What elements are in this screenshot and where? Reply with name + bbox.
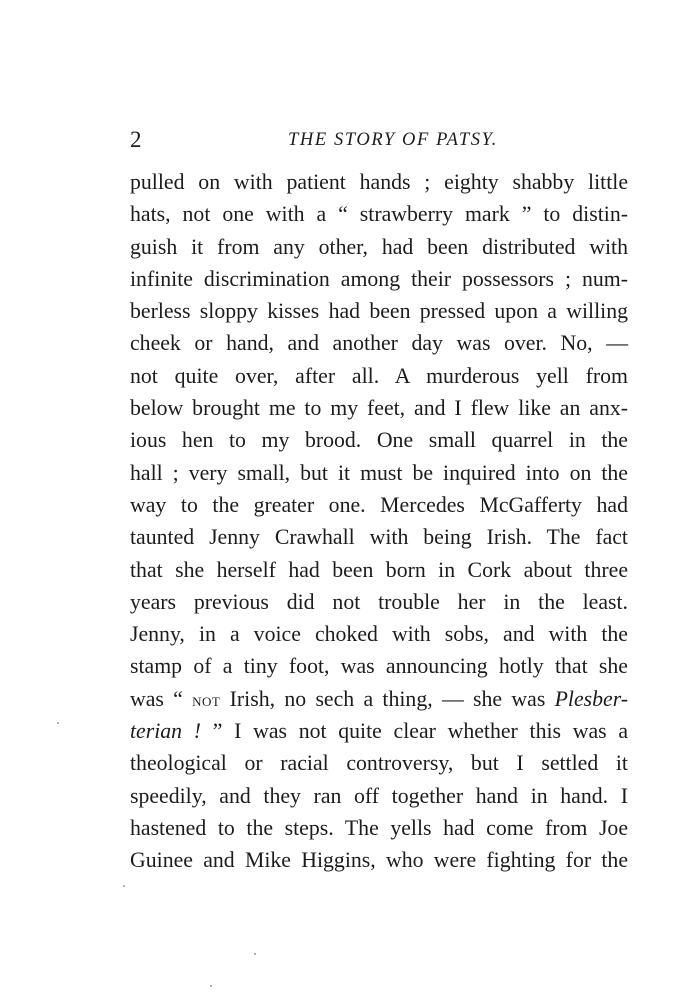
body-text xyxy=(130,166,628,877)
text-line xyxy=(130,295,628,327)
paper-speck xyxy=(123,885,125,887)
page-header xyxy=(130,124,628,156)
text-line xyxy=(130,263,628,295)
text-line xyxy=(130,231,628,263)
text-line xyxy=(130,360,628,392)
text-line xyxy=(130,618,628,650)
text-line xyxy=(130,457,628,489)
running-title: THE STORY OF PATSY. xyxy=(288,130,498,150)
text-run: ” I was not quite clear whether this was a xyxy=(212,719,628,744)
text-line xyxy=(130,489,628,521)
text-run: Jenny, in a voice choked with sobs, and with the xyxy=(130,622,628,647)
text-run: Guinee and Mike Higgins, who were fighting for the xyxy=(130,848,628,873)
text-line xyxy=(130,198,628,230)
text-run: theological or racial controversy, but I settled it xyxy=(130,751,628,776)
text-line xyxy=(130,586,628,618)
text-run: speedily, and they ran off together hand in hand. I xyxy=(130,783,628,808)
text-run: hats, not one with a “ strawberry mark ” to distin- xyxy=(130,202,628,227)
page-number: 2 xyxy=(130,127,142,152)
text-run: was “ xyxy=(130,686,193,711)
text-line xyxy=(130,327,628,359)
small-caps-text: not xyxy=(192,689,221,710)
text-line xyxy=(130,812,628,844)
text-line xyxy=(130,392,628,424)
text-line xyxy=(130,166,628,198)
paper-speck xyxy=(254,953,256,955)
text-run: way to the greater one. Mercedes McGafferty had xyxy=(130,492,628,517)
text-run: taunted Jenny Crawhall with being Irish. The fact xyxy=(130,525,628,550)
text-line xyxy=(130,650,628,682)
text-run: ious hen to my brood. One small quarrel in the xyxy=(130,428,628,453)
text-run: below brought me to my feet, and I flew like an anx- xyxy=(130,396,628,421)
text-line xyxy=(130,683,628,715)
paper-speck xyxy=(57,722,59,724)
text-run: cheek or hand, and another day was over. No, — xyxy=(130,331,628,356)
paper-speck xyxy=(210,985,212,987)
text-run: years previous did not trouble her in the least. xyxy=(130,589,628,614)
text-run: hastened to the steps. The yells had come from Joe xyxy=(130,815,628,840)
text-line xyxy=(130,424,628,456)
text-run: that she herself had been born in Cork about three xyxy=(130,557,628,582)
italic-text: terian ! xyxy=(130,719,213,744)
text-run: infinite discrimination among their possessors ; num- xyxy=(130,266,628,291)
text-run: hall ; very small, but it must be inquired into on the xyxy=(130,460,628,485)
text-line xyxy=(130,521,628,553)
text-line xyxy=(130,715,628,747)
text-line xyxy=(130,747,628,779)
italic-text: Plesber- xyxy=(554,686,628,711)
text-run: berless sloppy kisses had been pressed upon a willing xyxy=(130,299,628,324)
text-run: guish it from any other, had been distributed with xyxy=(130,234,628,259)
text-run: pulled on with patient hands ; eighty shabby little xyxy=(130,170,628,194)
text-run: stamp of a tiny foot, was announcing hotly that she xyxy=(130,654,628,679)
text-line xyxy=(130,780,628,812)
text-run: Irish, no sech a thing, — she was xyxy=(220,686,555,711)
text-line xyxy=(130,554,628,586)
text-run: not quite over, after all. A murderous yell from xyxy=(130,363,628,388)
text-line xyxy=(130,844,628,876)
